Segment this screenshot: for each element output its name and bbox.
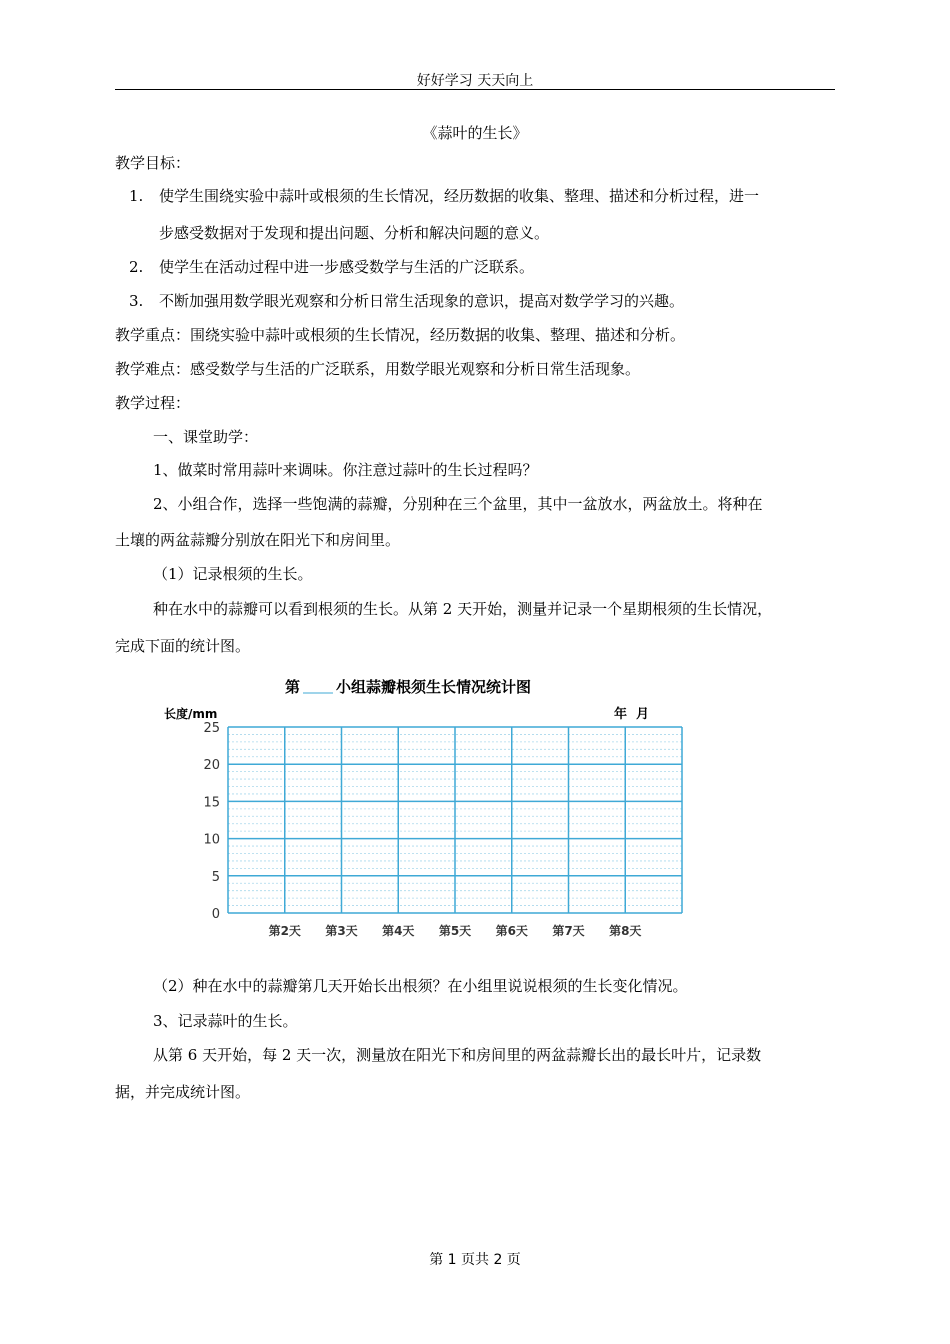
chart-y-tick-label: 5 (211, 869, 220, 885)
chart-title-prefix: 第 (285, 678, 301, 696)
objective-2-text: 使学生在活动过程中进一步感受数学与生活的广泛联系。 (159, 258, 535, 276)
page-footer: 第 1 页共 2 页 (429, 1252, 521, 1268)
chart-x-tick-label: 第8天 (609, 924, 642, 938)
chart-x-tick-label: 第3天 (325, 924, 358, 938)
chart-y-tick-label: 15 (203, 795, 220, 811)
chart-y-tick-label: 10 (203, 832, 220, 848)
difficulty: 教学难点：感受数学与生活的广泛联系，用数学眼光观察和分析日常生活现象。 (115, 360, 641, 378)
objective-1-num: 1. (129, 187, 144, 205)
chart-x-tick-label: 第6天 (495, 924, 528, 938)
objective-3-num: 3. (129, 292, 144, 310)
paragraph-6: 3、记录蒜叶的生长。 (153, 1012, 298, 1030)
objective-2-num: 2. (129, 258, 144, 276)
chart-y-tick-label: 25 (203, 721, 220, 736)
paragraph-4-cont: 完成下面的统计图。 (115, 637, 251, 655)
paragraph-1: 1、做菜时常用蒜叶来调味。你注意过蒜叶的生长过程吗？ (153, 461, 538, 479)
objective-2 (115, 257, 835, 277)
chart-date-label: 年 月 (614, 707, 650, 722)
chart-x-tick-label: 第2天 (268, 924, 301, 938)
objective-3 (115, 291, 835, 311)
chart-x-tick-label: 第4天 (382, 924, 415, 938)
objective-3-text: 不断加强用数学眼光观察和分析日常生活现象的意识，提高对数学学习的兴趣。 (159, 292, 685, 310)
chart-grid (228, 727, 682, 913)
key-point: 教学重点：围绕实验中蒜叶或根须的生长情况，经历数据的收集、整理、描述和分析。 (115, 326, 686, 344)
paragraph-2-cont: 土壤的两盆蒜瓣分别放在阳光下和房间里。 (115, 531, 401, 549)
paragraph-7: 从第 6 天开始，每 2 天一次，测量放在阳光下和房间里的两盆蒜瓣长出的最长叶片，记录数 (153, 1046, 762, 1064)
chart-svg (160, 672, 700, 942)
chart-title-suffix: 小组蒜瓣根须生长情况统计图 (336, 678, 532, 696)
chart-x-ticks (269, 923, 642, 938)
chart-y-tick-label: 20 (203, 758, 220, 774)
objectives-label: 教学目标： (115, 154, 191, 172)
chart-x-tick-label: 第7天 (552, 924, 585, 938)
paragraph-3: （1）记录根须的生长。 (153, 565, 313, 583)
chart-x-tick-label: 第5天 (438, 924, 472, 938)
page-header: 好好学习 天天向上 (416, 73, 534, 89)
paragraph-2: 2、小组合作，选择一些饱满的蒜瓣，分别种在三个盆里，其中一盆放水，两盆放土。将种在 (153, 495, 763, 513)
chart-y-ticks (203, 721, 220, 922)
document-title: 《蒜叶的生长》 (422, 124, 528, 142)
objective-1 (115, 186, 835, 206)
section-1-heading: 一、课堂助学： (153, 428, 259, 446)
objective-1-cont: 步感受数据对于发现和提出问题、分析和解决问题的意义。 (159, 224, 550, 242)
paragraph-5: （2）种在水中的蒜瓣第几天开始长出根须？在小组里说说根须的生长变化情况。 (153, 977, 688, 995)
paragraph-4: 种在水中的蒜瓣可以看到根须的生长。从第 2 天开始，测量并记录一个星期根须的生长情况， (153, 600, 773, 618)
header-rule (115, 89, 835, 90)
paragraph-7-cont: 据，并完成统计图。 (115, 1083, 251, 1101)
objective-1-text: 使学生围绕实验中蒜叶或根须的生长情况，经历数据的收集、整理、描述和分析过程，进一 (159, 187, 760, 205)
chart-y-axis-label: 长度/mm (164, 707, 218, 721)
root-growth-chart (160, 672, 700, 942)
process-label: 教学过程： (115, 394, 191, 412)
chart-y-tick-label: 0 (211, 907, 220, 922)
